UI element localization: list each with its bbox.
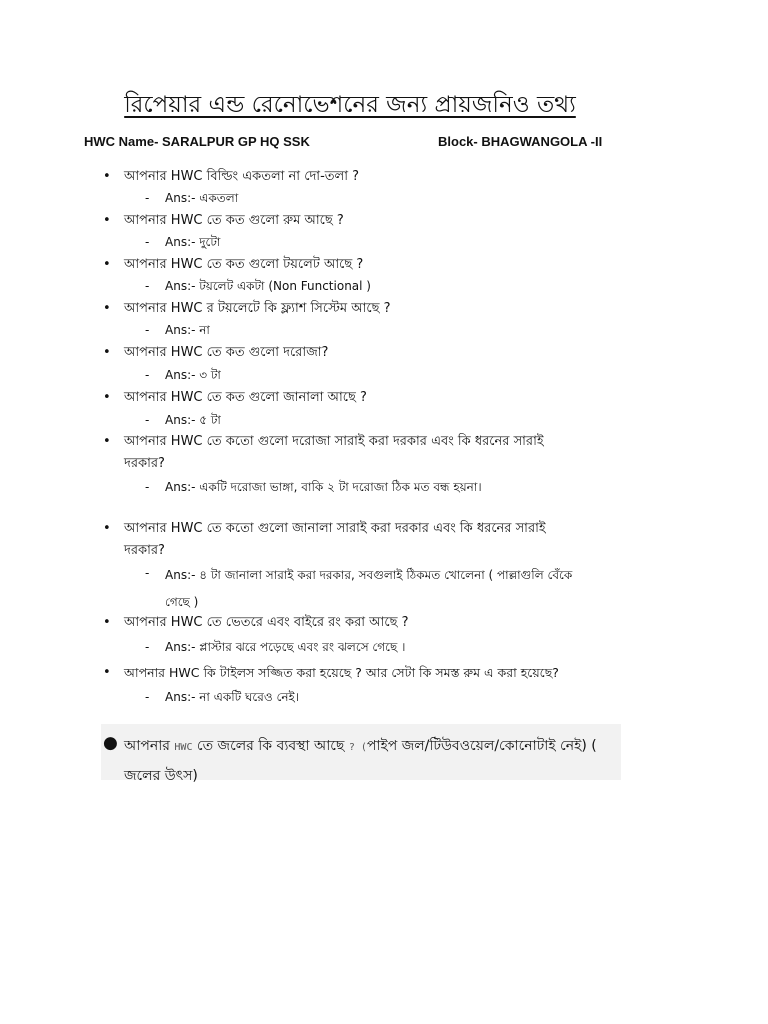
dash-icon: - — [145, 368, 150, 382]
dash-icon: - — [145, 279, 150, 293]
final-qmark: ? ( — [348, 742, 367, 753]
question-text: আপনার HWC কি টাইলস সজ্জিত করা হয়েছে ? আর সেটা কি সমস্ত রুম এ করা হয়েছে? — [124, 665, 559, 680]
answer-text: Ans:- দুটো — [165, 235, 221, 249]
answer-text: Ans:- ৩ টা — [165, 368, 221, 382]
bullet-icon: • — [103, 345, 111, 360]
bullet-icon: • — [103, 257, 111, 272]
answer-text: Ans:- একতলা — [165, 191, 239, 205]
answer-text: Ans:- না একটি ঘরেও নেই। — [165, 690, 300, 704]
question-text: আপনার HWC তে কত গুলো জানালা আছে ? — [124, 390, 367, 405]
dash-icon: - — [145, 690, 150, 704]
header-row — [84, 134, 644, 154]
dash-icon: - — [145, 566, 150, 580]
question-text: আপনার HWC বিল্ডিং একতলা না দো-তলা ? — [124, 169, 360, 184]
answer-text: Ans:- একটি দরোজা ভাঙ্গা, বাকি ২ টা দরোজা ঠিক মত বন্ধ হয়না। — [165, 480, 482, 494]
question-text: আপনার HWC তে কত গুলো রুম আছে ? — [124, 213, 344, 228]
bullet-icon: • — [103, 615, 111, 630]
page-title: রিপেয়ার এন্ড রেনোভেশনের জন্য প্রায়জনিও তথ্য — [124, 92, 576, 118]
dash-icon: - — [145, 323, 150, 337]
question-text: আপনার HWC তে কত গুলো দরোজা? — [124, 345, 329, 360]
bullet-icon: • — [103, 390, 111, 405]
bullet-icon: • — [103, 665, 111, 680]
question-text: আপনার HWC তে কত গুলো টয়লেট আছে ? — [124, 257, 364, 272]
bullet-icon: • — [103, 434, 111, 449]
water-source-question — [124, 732, 619, 790]
question-text: আপনার HWC র টয়লেটে কি ফ্ল্যাশ সিস্টেম আছে ? — [124, 301, 391, 316]
dash-icon: - — [145, 413, 150, 427]
dash-icon: - — [145, 640, 150, 654]
bullet-icon: ● — [103, 733, 118, 753]
bullet-icon: • — [103, 213, 111, 228]
bullet-icon: • — [103, 301, 111, 316]
final-middle: তে জলের কি ব্যবস্থা আছে — [196, 738, 345, 754]
hwc-name-label: HWC Name- SARALPUR GP HQ SSK — [84, 134, 310, 149]
bullet-icon: • — [103, 169, 111, 184]
question-text: আপনার HWC তে কতো গুলো জানালা সারাই করা দরকার এবং কি ধরনের সারাই দরকার? — [124, 521, 546, 558]
answer-text: Ans:- প্লাস্টার ঝরে পড়েছে এবং রং ঝলসে গেছে । — [165, 640, 406, 654]
dash-icon: - — [145, 191, 150, 205]
block-label: Block- BHAGWANGOLA -II — [438, 134, 603, 149]
answer-text: Ans:- ৪ টা জানালা সারাই করা দরকার, সবগুলাই ঠিকমত খোলেনা ( পাল্লাগুলি বেঁকে গেছে ) — [165, 568, 573, 609]
final-hwc: HWC — [174, 742, 193, 753]
dash-icon: - — [145, 480, 150, 494]
answer-text: Ans:- টয়লেট একটা (Non Functional ) — [165, 279, 371, 293]
final-prefix: আপনার — [124, 738, 170, 754]
bullet-icon: • — [103, 521, 111, 536]
final-rest: পাইপ জল/টিউবওয়েল/কোনোটাই নেই) ( জলের উৎস) — [124, 738, 597, 784]
question-text: আপনার HWC তে ভেতরে এবং বাইরে রং করা আছে ? — [124, 615, 409, 630]
answer-text: Ans:- ৫ টা — [165, 413, 221, 427]
dash-icon: - — [145, 235, 150, 249]
question-text: আপনার HWC তে কতো গুলো দরোজা সারাই করা দরকার এবং কি ধরনের সারাই দরকার? — [124, 434, 544, 471]
answer-text: Ans:- না — [165, 323, 210, 337]
